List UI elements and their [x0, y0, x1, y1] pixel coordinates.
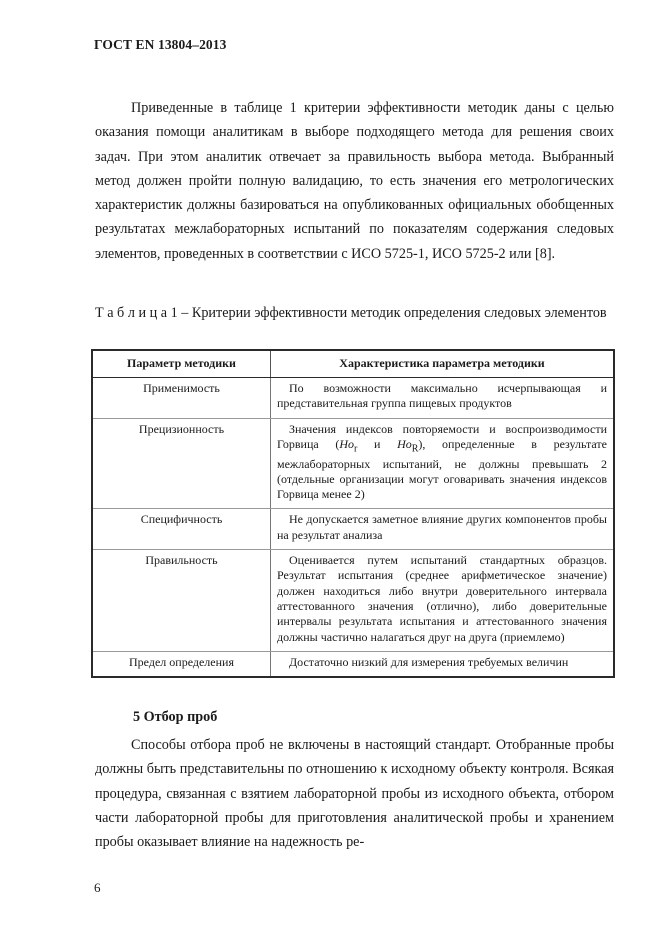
parameter-cell: Применимость: [92, 378, 271, 419]
table-row: [92, 378, 614, 419]
horrat-r-symbol: Ho: [339, 436, 355, 451]
characteristic-text: Оценивается путем испытаний стандартных образцов. Результат испытания (среднее арифметическое значение) должен находиться либо внутри доверительного интервала аттестованного значения (отлично), либо доверительные интервалы результата испытания и аттестованного значения должны частично налагаться друг на друга (приемлемо): [277, 553, 607, 644]
intro-paragraph: Приведенные в таблице 1 критерии эффективности методик даны с целью оказания помощи аналитикам в выборе подходящего метода для решения своих задач. При этом аналитик отвечает за правильность выбора метода. Выбранный метод должен пройти полную валидацию, то есть значения его метрологических характеристик должны базироваться на опубликованных официальных обобщенных результатах межлабораторных испытаний по показателям содержания следовых элементов, проведенных в соответствии с ИСО 5725-1, ИСО 5725-2 или [8].: [95, 100, 614, 262]
characteristic-cell: [271, 418, 615, 509]
characteristic-text: Значения индексов повторяемости и воспроизводимости Горвица (: [277, 421, 607, 451]
characteristic-cell: [271, 651, 615, 677]
horrat-r-subscript: r: [354, 443, 358, 455]
parameter-cell: Прецизионность: [92, 418, 271, 509]
characteristic-cell: [271, 378, 615, 419]
conjunction-text: и: [357, 436, 398, 451]
section-heading: 5 Отбор проб: [133, 709, 218, 725]
table-row: [92, 418, 614, 509]
criteria-table: [91, 349, 615, 678]
table-header-row: [92, 350, 614, 378]
horrat-R-symbol: Ho: [397, 436, 412, 451]
column-header-parameter: Параметр методики: [92, 350, 271, 378]
characteristic-text: По возможности максимально исчерпывающая и представительная группа пищевых продуктов: [277, 381, 607, 411]
table-caption: Т а б л и ц а 1 – Критерии эффективности методик определения следовых элементов: [95, 305, 607, 321]
parameter-cell: Правильность: [92, 550, 271, 652]
parameter-cell: Предел определения: [92, 651, 271, 677]
characteristic-cell: [271, 550, 615, 652]
document-header: ГОСТ EN 13804–2013: [94, 37, 227, 52]
horrat-R-subscript: R: [411, 443, 419, 455]
table-row: [92, 651, 614, 677]
column-header-characteristic: Характеристика параметра методики: [271, 350, 615, 378]
characteristic-text: Достаточно низкий для измерения требуемых величин: [289, 654, 569, 669]
characteristic-text: Не допускается заметное влияние других компонентов пробы на результат анализа: [277, 512, 607, 542]
parameter-cell: Специфичность: [92, 509, 271, 550]
page-number: 6: [94, 880, 101, 895]
table-row: [92, 509, 614, 550]
characteristic-text-cont: ), определенные в результате межлабораторных испытаний, не должны превышать 2 (отдельные организации могут оговаривать значения индексов Горвица менее 2): [277, 436, 607, 502]
characteristic-cell: [271, 509, 615, 550]
section-paragraph: Способы отбора проб не включены в настоящий стандарт. Отобранные пробы должны быть представительны по отношению к исходному объекту контроля. Всякая процедура, связанная с взятием лабораторной пробы из исходного объекта, отбором части лабораторной пробы для приготовления аналитической пробы и хранением пробы оказывает влияние на надежность ре-: [95, 737, 614, 851]
table-row: [92, 550, 614, 652]
